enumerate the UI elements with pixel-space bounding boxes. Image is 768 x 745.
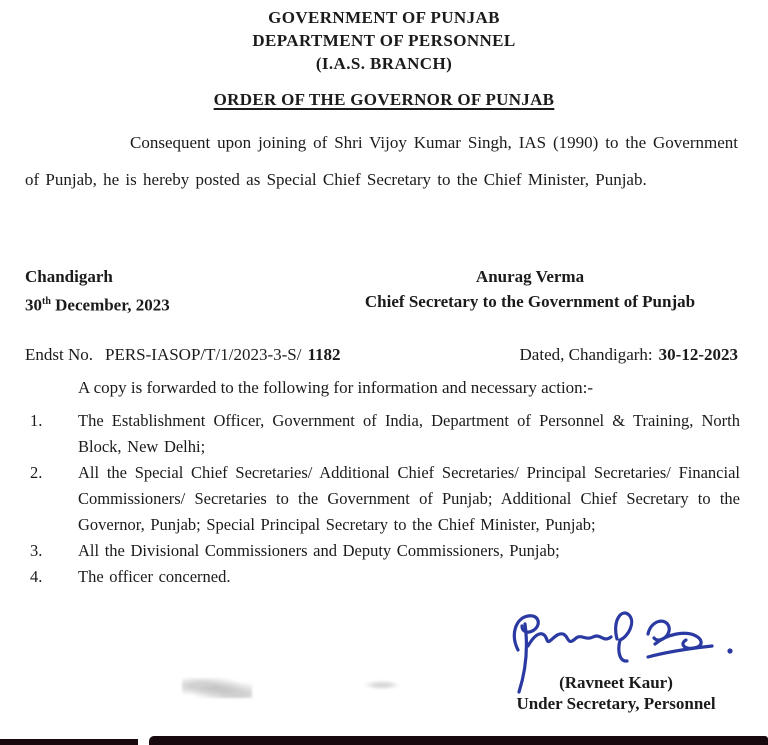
endst-number: 1182 — [307, 345, 341, 364]
list-item — [30, 460, 740, 538]
list-item-number: 1. — [30, 411, 43, 430]
officer-block — [320, 264, 740, 318]
dated-label: Dated, Chandigarh: — [519, 345, 653, 364]
order-title: ORDER OF THE GOVERNOR OF PUNJAB — [213, 90, 555, 109]
signatory-name: (Ravneet Kaur) — [559, 673, 673, 692]
scan-edge-bar-right — [149, 736, 768, 745]
list-item-text: All the Divisional Commissioners and Deputy Commissioners, Punjab; — [78, 541, 560, 560]
list-item-text: The Establishment Officer, Government of India, Department of Personnel & Training, North Block, New Delhi; — [78, 411, 740, 456]
endst-label: Endst No. — [25, 345, 93, 364]
scan-edge-bar — [0, 735, 768, 745]
endorsement-line — [25, 345, 738, 365]
distribution-list — [30, 408, 740, 590]
place-date-block — [25, 264, 170, 318]
order-body-paragraph: Consequent upon joining of Shri Vijoy Kumar Singh, IAS (1990) to the Government of Punjab, he is hereby posted as Special Chief Secretary to the Chief Minister, Punjab. — [25, 133, 738, 189]
list-item — [30, 408, 740, 460]
signatory-block — [486, 672, 746, 714]
officer-designation: Chief Secretary to the Government of Punjab — [364, 292, 696, 311]
scan-edge-bar-left — [0, 739, 138, 745]
copy-forwarded-line: A copy is forwarded to the following for information and necessary action:- — [78, 378, 594, 397]
officer-name: Anurag Verma — [475, 267, 585, 286]
endst-number-prefix: PERS-IASOP/T/1/2023-3-S/ — [105, 345, 302, 364]
list-item-number: 4. — [30, 567, 43, 586]
list-item-number: 2. — [30, 463, 43, 482]
list-item-text: All the Special Chief Secretaries/ Additional Chief Secretaries/ Principal Secretaries/ Financial Commissioners/ Secretaries to the Government of Punjab; Additional Chief Secretary to the Governor, Punjab; Special Principal Secretary to the Chief Minister, Punjab; — [78, 463, 740, 534]
scan-smudge-artifact — [362, 680, 402, 690]
header-line-department: DEPARTMENT OF PERSONNEL — [252, 31, 516, 50]
list-item-text: The officer concerned. — [78, 567, 231, 586]
signoff-block — [25, 264, 740, 318]
list-item-number: 3. — [30, 541, 43, 560]
dated-value: 30-12-2023 — [658, 345, 738, 364]
signoff-place: Chandigarh — [25, 267, 113, 286]
header-line-branch: (I.A.S. BRANCH) — [315, 54, 453, 73]
signatory-designation: Under Secretary, Personnel — [516, 694, 716, 713]
list-item — [30, 564, 740, 590]
scan-smudge-artifact — [182, 678, 252, 698]
list-item — [30, 538, 740, 564]
header-line-government: GOVERNMENT OF PUNJAB — [268, 8, 500, 27]
document-header — [0, 6, 768, 75]
signoff-date: 30th December, 2023 — [25, 295, 170, 315]
